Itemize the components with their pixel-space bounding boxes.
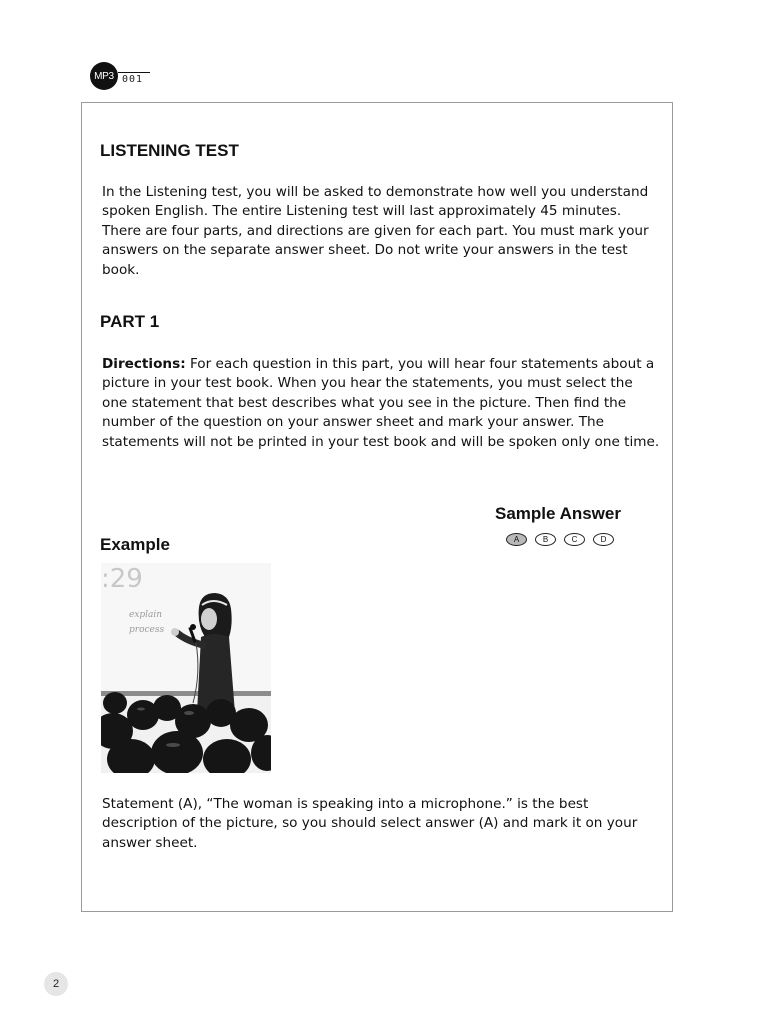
photo-board-line1: explain	[129, 610, 163, 620]
part1-title: PART 1	[100, 312, 160, 331]
example-statement: Statement (A), “The woman is speaking into a microphone.” is the best description of the picture, so you should select answer (A) and mark it on your answer sheet.	[102, 796, 638, 851]
answer-bubble-a: A	[506, 533, 527, 546]
sample-answer-title: Sample Answer	[495, 504, 621, 523]
track-underline	[118, 72, 150, 73]
directions-label: Directions:	[102, 356, 186, 372]
answer-bubble-d: D	[593, 533, 614, 546]
answer-bubble-c: C	[564, 533, 585, 546]
track-number: 001	[122, 74, 144, 85]
mp3-badge	[90, 62, 118, 90]
answer-bubble-b: B	[535, 533, 556, 546]
listening-test-title: LISTENING TEST	[100, 141, 239, 160]
intro-paragraph: In the Listening test, you will be asked to demonstrate how well you understand spoken English. The entire Listening test will last approximately 45 minutes. There are four parts, and directions are given for each part. You must mark your answers on the separate answer sheet. Do not write your answers in the test book.	[102, 184, 649, 278]
photo-board-line2: process	[129, 625, 165, 635]
example-title: Example	[100, 535, 170, 554]
directions-text: For each question in this part, you will hear four statements about a picture in your test book. When you hear the statements, you must select the one statement that best describes what you see in the picture. Then find the number of the question on your answer sheet and mark your answer. The statements will not be printed in your test book and will be spoken only one time.	[102, 356, 660, 450]
mp3-label: MP3	[94, 70, 114, 82]
page-number: 2	[44, 972, 68, 996]
photo-board-number: :29	[101, 564, 143, 594]
sample-answer-bubbles	[506, 533, 614, 546]
example-photo	[101, 563, 271, 773]
directions-paragraph	[102, 355, 662, 452]
